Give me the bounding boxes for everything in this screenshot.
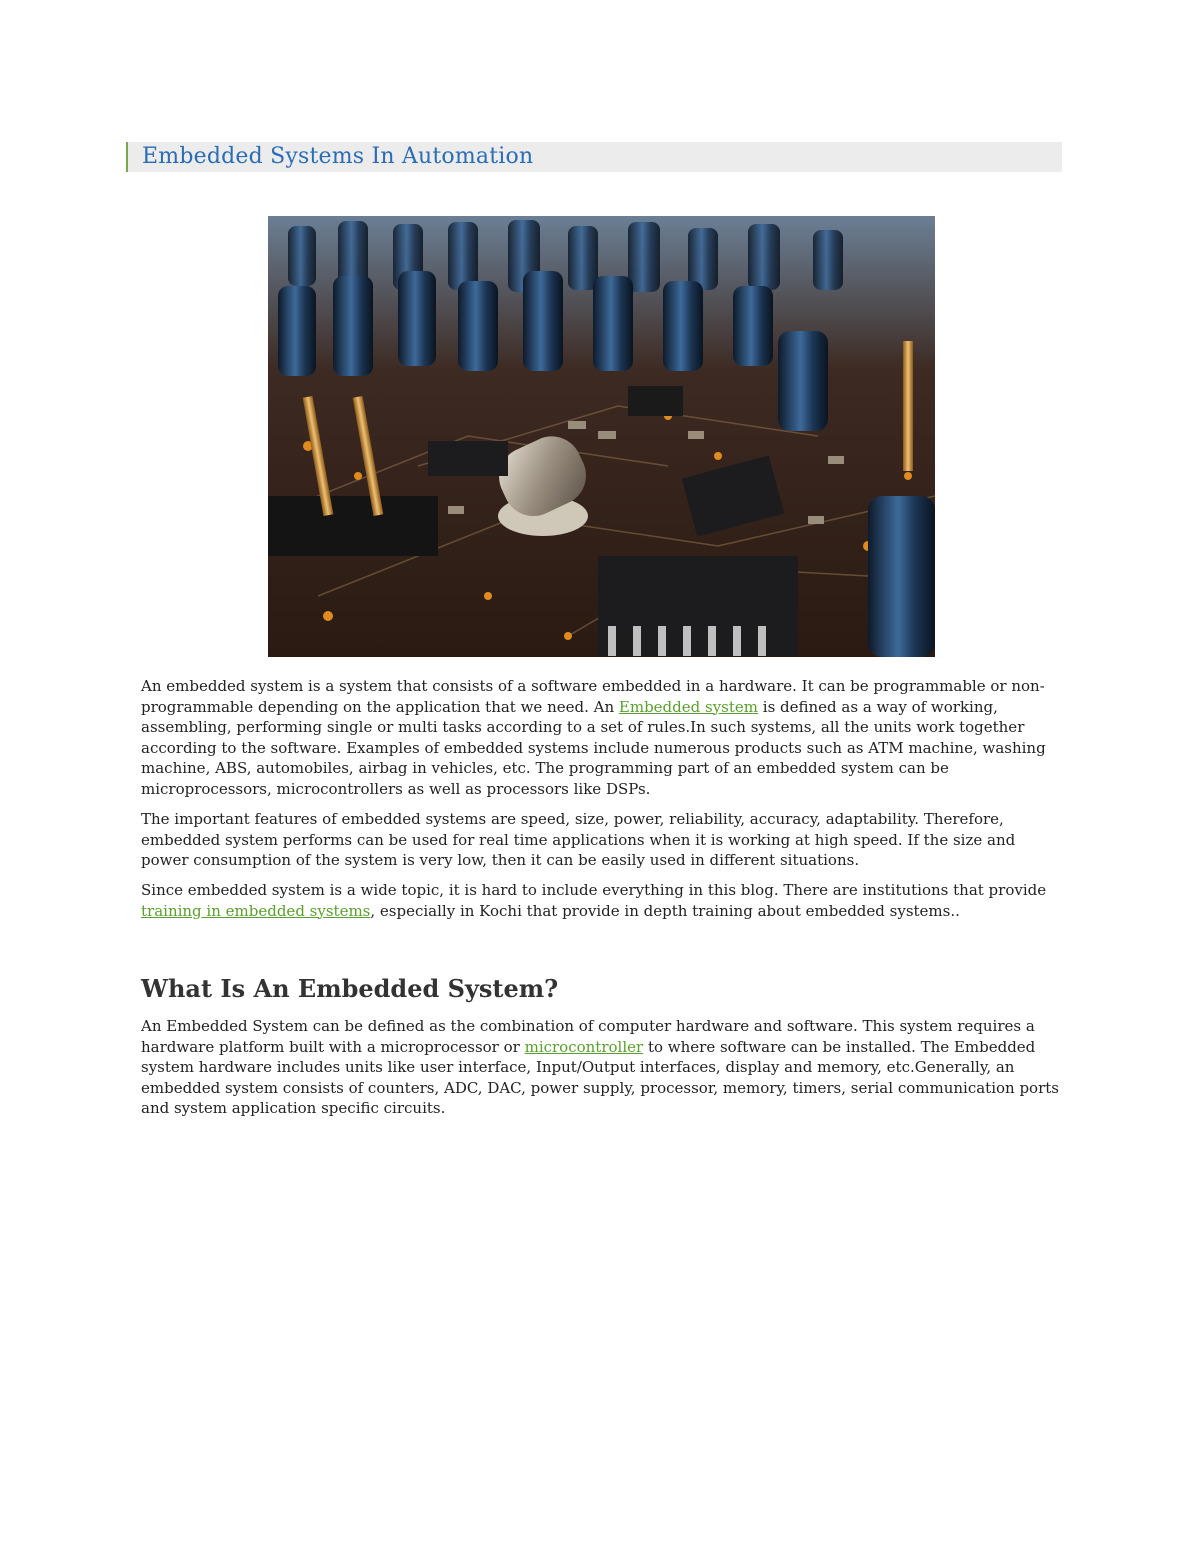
paragraph-features: The important features of embedded systems are speed, size, power, reliability, accuracy, adaptability. Therefore, embedded system performs can be used for real time applications when it is working at high speed. If the size and power consumption of the system is very low, then it can be easily used in different situations. (141, 810, 1016, 869)
circuit-board-photo (268, 216, 935, 657)
paragraph-training-text-1: Since embedded system is a wide topic, it is hard to include everything in this blog. There are institutions that provide (141, 881, 1047, 899)
paragraph-definition-text-2: to where software can be installed. The Embedded system hardware includes units like user interface, Input/Output interfaces, display and memory, etc.Generally, an embedded system consists of counters, ADC, DAC, power supply, processor, memory, timers, serial communication ports and system application specific circuits. (141, 1037, 1059, 1117)
paragraph-training (141, 880, 1066, 921)
paragraph-intro (141, 676, 1066, 799)
paragraph-definition (141, 1016, 1066, 1119)
embedded-system-link[interactable]: Embedded system (618, 697, 758, 716)
paragraph-intro-text-1: An embedded system is a system that consists of a software embedded in a hardware. It can be programmable or non-programmable depending on the application that we need. An (141, 677, 1045, 716)
section-heading: What Is An Embedded System? (141, 974, 559, 1003)
paragraph-definition-text-1: An Embedded System can be defined as the combination of computer hardware and software. This system requires a hardware platform built with a microprocessor or (141, 1017, 1035, 1056)
training-link[interactable]: training in embedded systems (141, 901, 371, 920)
paragraph-training-text-2: , especially in Kochi that provide in depth training about embedded systems.. (370, 901, 960, 920)
page-title: Embedded Systems In Automation (142, 144, 534, 169)
paragraph-intro-text-2: is defined as a way of working, assembling, performing single or multi tasks according to a set of rules.In such systems, all the units work together according to the software. Examples of embedded systems include numerous products such as ATM machine, washing machine, ABS, automobiles, airbag in vehicles, etc. The programming part of an embedded system can be microprocessors, microcontrollers as well as processors like DSPs. (141, 697, 1046, 798)
microcontroller-link[interactable]: microcontroller (524, 1037, 644, 1056)
title-bar (126, 142, 1062, 172)
